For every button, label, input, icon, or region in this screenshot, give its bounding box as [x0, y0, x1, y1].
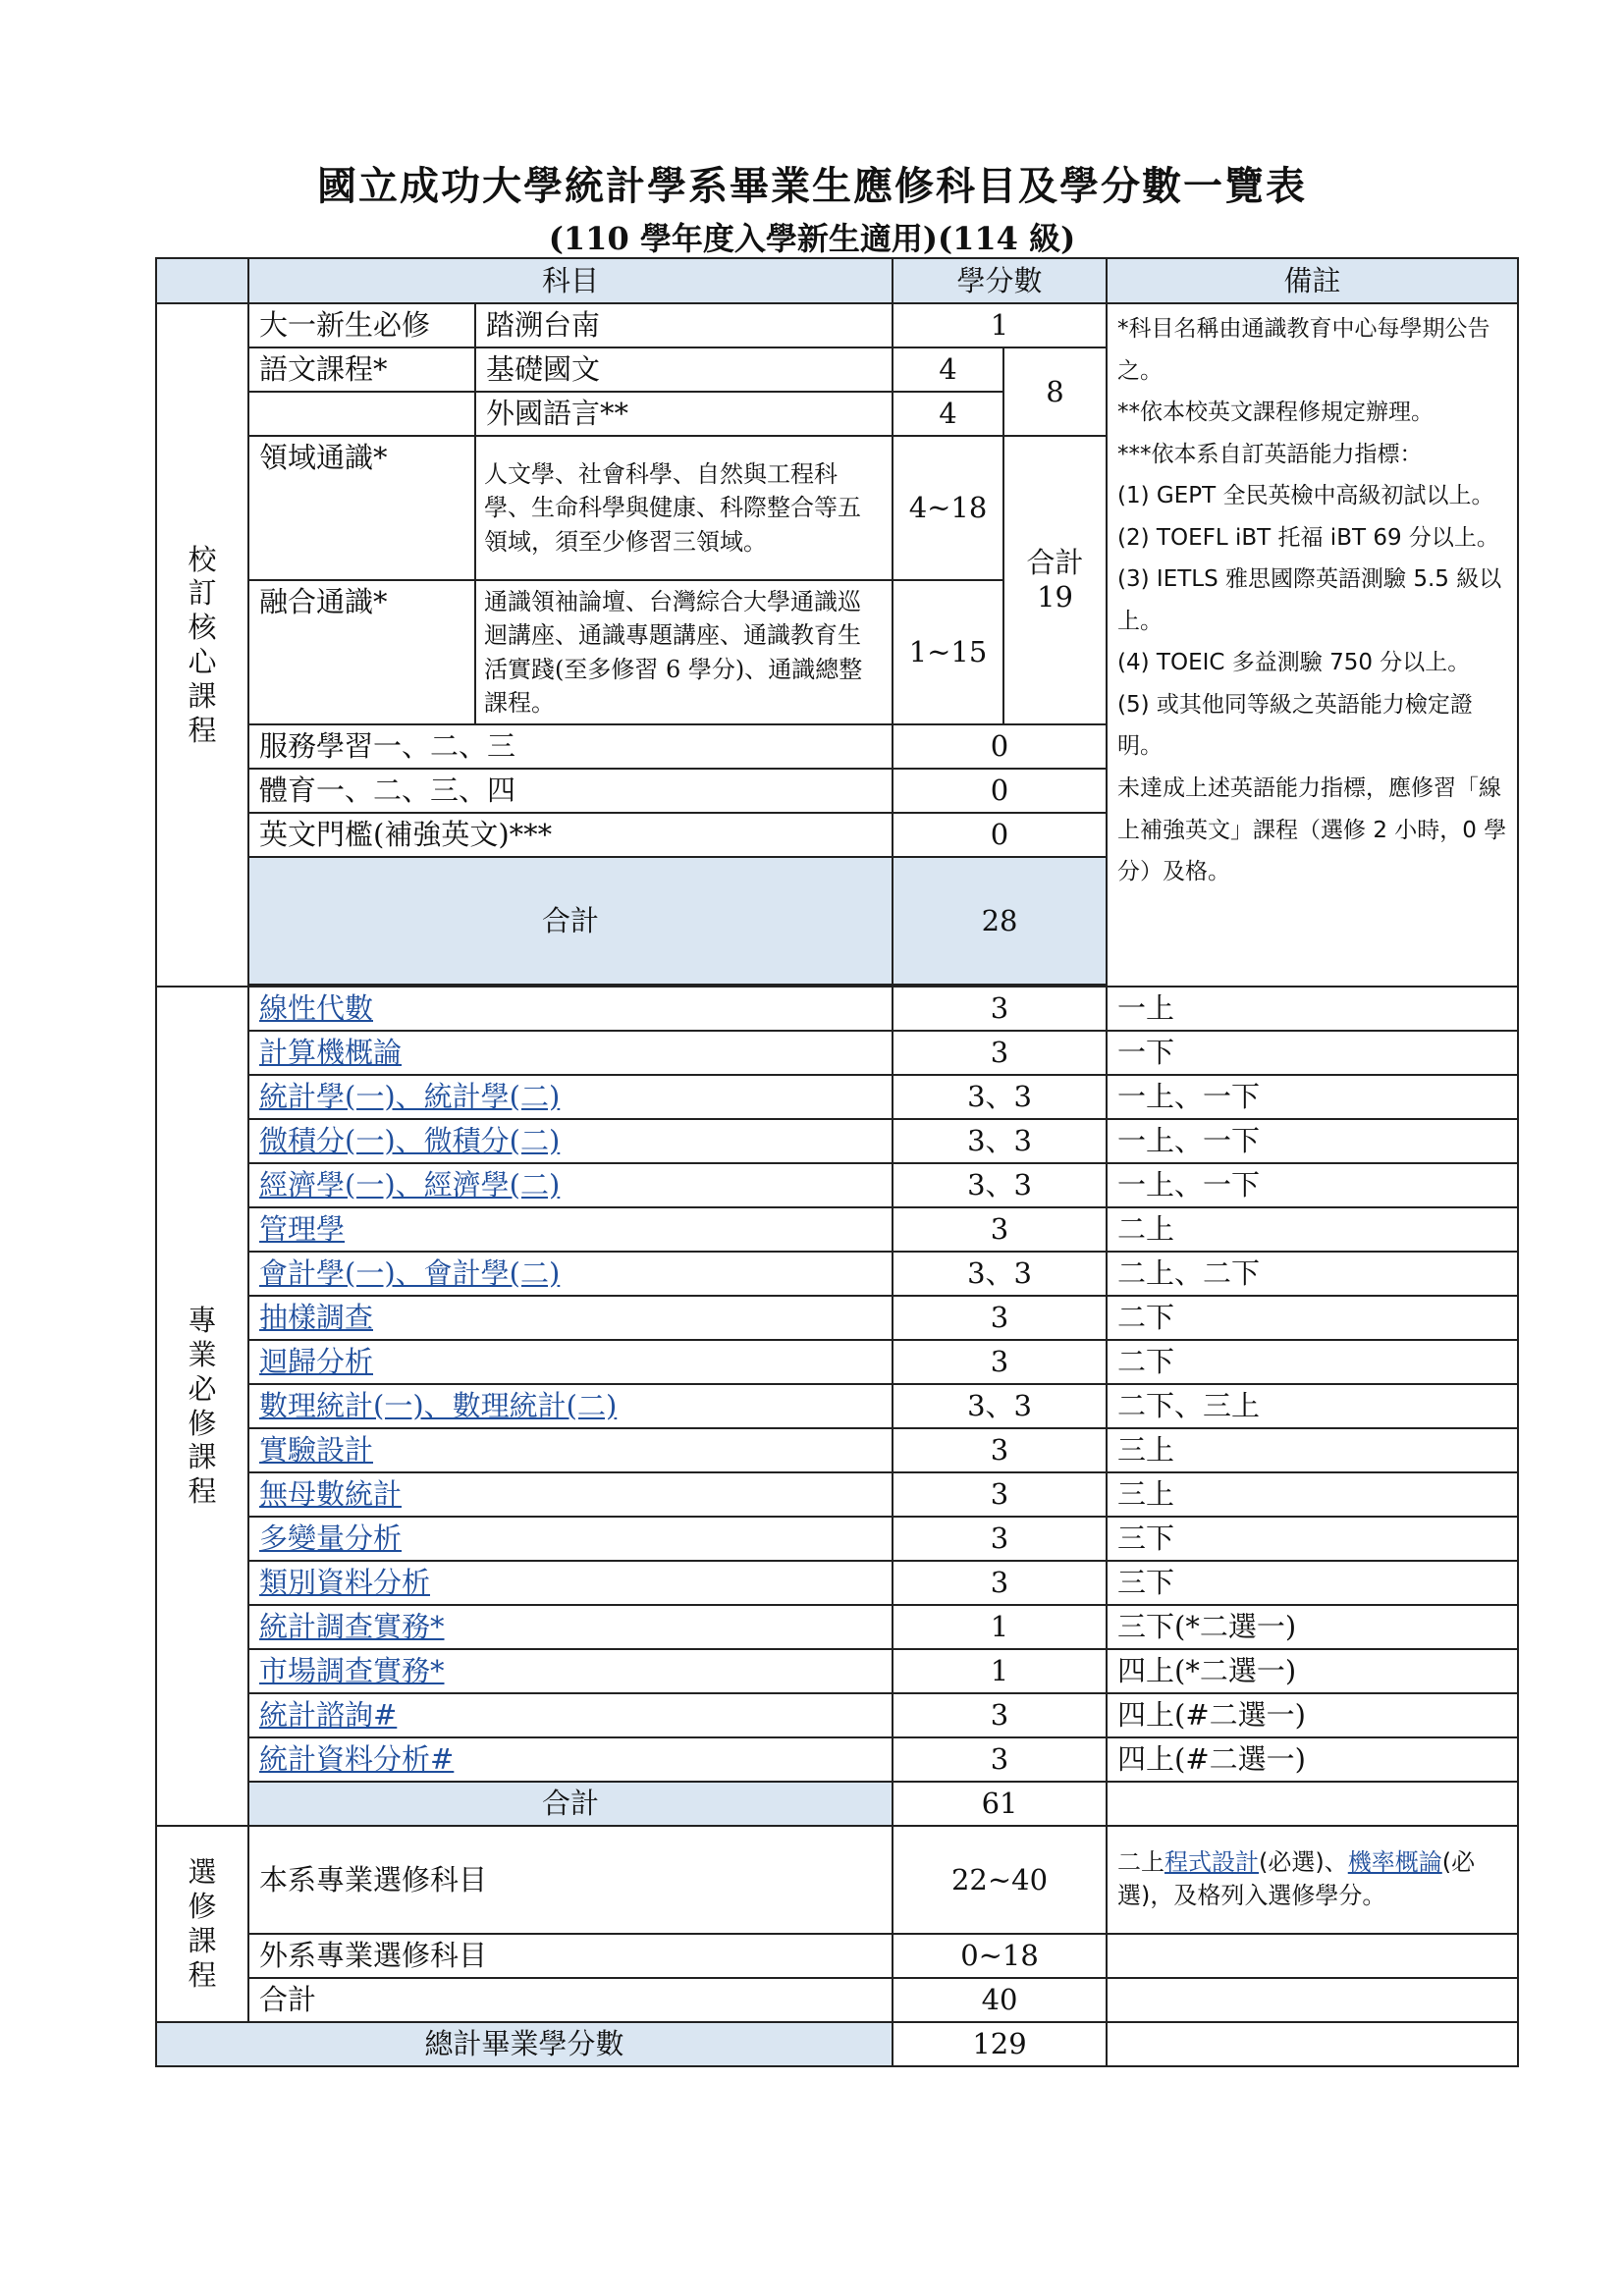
remark-cell: 二上: [1107, 1207, 1518, 1252]
note-9: 未達成上述英語能力指標，應修習「線上補強英文」課程（選修 2 小時，0 學分）及格。: [1117, 775, 1507, 885]
remark-cell: 一上: [1107, 987, 1518, 1031]
remark-cell: 四上(#二選一): [1107, 1693, 1518, 1737]
domain-label: 領域通識*: [248, 436, 475, 580]
table-row: [156, 1384, 1518, 1428]
table-row: [156, 1428, 1518, 1472]
core-section-label: 校 訂 核 心 課 程: [156, 303, 248, 987]
credits-cell: 3、3: [893, 1163, 1107, 1207]
core-total-credits: 28: [893, 857, 1107, 985]
grand-total-label: 總計畢業學分數: [156, 2022, 893, 2066]
credits-cell: 3: [893, 1340, 1107, 1384]
table-row: [156, 1340, 1518, 1384]
remark-cell: 二上、二下: [1107, 1252, 1518, 1296]
table-row: [156, 1693, 1518, 1737]
course-cell: [248, 1517, 893, 1561]
credits-cell: 3、3: [893, 1384, 1107, 1428]
remark-cell: 一上、一下: [1107, 1163, 1518, 1207]
course-link[interactable]: 管理學: [259, 1212, 346, 1247]
service-course: 服務學習一、二、三: [248, 724, 893, 769]
required-total-credits: 61: [893, 1782, 1107, 1826]
freshman-course: 踏溯台南: [475, 303, 893, 347]
pe-course: 體育一、二、三、四: [248, 769, 893, 813]
service-credits: 0: [893, 724, 1107, 769]
dept-elective-credits: 22~40: [893, 1826, 1107, 1934]
domain-desc: 人文學、社會科學、自然與工程科學、生命科學與健康、科際整合等五領域，須至少修習三領域。: [475, 436, 893, 580]
remark-cell: 三下(*二選一): [1107, 1605, 1518, 1649]
dept-elective-remark: [1107, 1826, 1518, 1934]
credits-cell: 3、3: [893, 1119, 1107, 1163]
remark-text-c: (必選)，及格列入選修學分。: [1117, 1848, 1476, 1909]
course-link[interactable]: 計算機概論: [259, 1036, 403, 1070]
remark-cell: 四上(#二選一): [1107, 1737, 1518, 1782]
freshman-credits: 1: [893, 303, 1107, 347]
table-row: [156, 987, 1518, 1031]
remark-cell: 三上: [1107, 1472, 1518, 1517]
grand-total-credits: 129: [893, 2022, 1107, 2066]
required-section: [156, 987, 1518, 1826]
table-row: [156, 1031, 1518, 1075]
core-total-label: 合計: [248, 857, 893, 985]
course-link[interactable]: 市場調查實務*: [259, 1654, 445, 1688]
remark-cell: 三下: [1107, 1561, 1518, 1605]
integrated-desc: 通識領袖論壇、台灣綜合大學通識巡迴講座、通識專題講座、通識教育生活實踐(至多修習 6 學分)、通識總整課程。: [475, 580, 893, 724]
credits-cell: 3: [893, 1737, 1107, 1782]
course-link[interactable]: 微積分(一)、微積分(二): [259, 1124, 561, 1158]
note-6: (3) IETLS 雅思國際英語測驗 5.5 級以上。: [1117, 566, 1502, 634]
course-cell: [248, 1693, 893, 1737]
remark-cell: 三上: [1107, 1428, 1518, 1472]
dept-elective: 本系專業選修科目: [248, 1826, 893, 1934]
header-blank: [156, 258, 248, 303]
table-row: [156, 1737, 1518, 1782]
credits-cell: 3: [893, 1561, 1107, 1605]
course-cell: [248, 1119, 893, 1163]
page-title: 國立成功大學統計學系畢業生應修科目及學分數一覽表: [317, 163, 1307, 209]
table-row: [156, 1517, 1518, 1561]
other-elective-remark: [1107, 1934, 1518, 1978]
course-cell: [248, 1207, 893, 1252]
table-row: [156, 1605, 1518, 1649]
required-total-label: 合計: [248, 1782, 893, 1826]
remark-cell: 二下: [1107, 1340, 1518, 1384]
integrated-credits: 1~15: [893, 580, 1003, 724]
course-cell: [248, 1340, 893, 1384]
note-8: (5) 或其他同等級之英語能力檢定證明。: [1117, 691, 1473, 760]
grand-total-remark: [1107, 2022, 1518, 2066]
english-credits: 0: [893, 813, 1107, 857]
remark-cell: 四上(*二選一): [1107, 1649, 1518, 1693]
credits-cell: 3、3: [893, 1252, 1107, 1296]
curriculum-table: [155, 257, 1519, 2067]
course-cell: [248, 987, 893, 1031]
remark-cell: 一上、一下: [1107, 1119, 1518, 1163]
elective-total-label: 合計: [248, 1978, 893, 2022]
credits-cell: 3: [893, 987, 1107, 1031]
other-elective: 外系專業選修科目: [248, 1934, 893, 1978]
note-3: ***依本系自訂英語能力指標：: [1117, 441, 1423, 467]
foreign-course: 外國語言**: [475, 392, 893, 436]
table-row: [156, 1252, 1518, 1296]
note-1: *科目名稱由通識教育中心每學期公告之。: [1117, 316, 1490, 384]
course-cell: [248, 1472, 893, 1517]
elective-total-credits: 40: [893, 1978, 1107, 2022]
note-4: (1) GEPT 全民英檢中高級初試以上。: [1117, 483, 1494, 509]
english-course: 英文門檻(補強英文)***: [248, 813, 893, 857]
course-cell: [248, 1252, 893, 1296]
general-total: 合計 19: [1003, 436, 1107, 724]
table-row: [156, 1163, 1518, 1207]
integrated-label: 融合通識*: [248, 580, 475, 724]
pe-credits: 0: [893, 769, 1107, 813]
remark-cell: 二下、三上: [1107, 1384, 1518, 1428]
remark-text-b: (必選)、: [1259, 1848, 1348, 1877]
credits-cell: 3: [893, 1428, 1107, 1472]
note-2: **依本校英文課程修規定辦理。: [1117, 400, 1435, 426]
course-cell: [248, 1605, 893, 1649]
table-row: [156, 1561, 1518, 1605]
course-link[interactable]: 線性代數: [259, 991, 374, 1026]
language-label: 語文課程*: [248, 347, 475, 392]
credits-cell: 1: [893, 1649, 1107, 1693]
course-cell: [248, 1296, 893, 1340]
header-credits: 學分數: [893, 258, 1107, 303]
foreign-credits: 4: [893, 392, 1003, 436]
course-link[interactable]: 迴歸分析: [259, 1345, 374, 1379]
course-cell: [248, 1428, 893, 1472]
remark-cell: 一上、一下: [1107, 1075, 1518, 1119]
table-row: [156, 1649, 1518, 1693]
language-total: 8: [1003, 347, 1107, 436]
course-link[interactable]: 實驗設計: [259, 1433, 374, 1468]
programming-link[interactable]: 程式設計: [1164, 1848, 1260, 1877]
remark-cell: 二下: [1107, 1296, 1518, 1340]
credits-cell: 1: [893, 1605, 1107, 1649]
header-remarks: 備註: [1107, 258, 1518, 303]
domain-credits: 4~18: [893, 436, 1003, 580]
credits-cell: 3: [893, 1031, 1107, 1075]
chinese-course: 基礎國文: [475, 347, 893, 392]
required-total-remark: [1107, 1782, 1518, 1826]
table-row: [156, 1207, 1518, 1252]
course-cell: [248, 1561, 893, 1605]
table-row: [156, 1119, 1518, 1163]
probability-link[interactable]: 機率概論: [1347, 1848, 1442, 1877]
remark-cell: 一下: [1107, 1031, 1518, 1075]
course-link[interactable]: 數理統計(一)、數理統計(二): [259, 1389, 618, 1423]
course-link[interactable]: 統計調查實務*: [259, 1610, 445, 1644]
course-link[interactable]: 統計資料分析#: [259, 1742, 455, 1777]
language-blank: [248, 392, 475, 436]
course-cell: [248, 1737, 893, 1782]
course-cell: [248, 1384, 893, 1428]
credits-cell: 3: [893, 1207, 1107, 1252]
core-notes: [1107, 303, 1518, 987]
header-subject: 科目: [248, 258, 893, 303]
note-7: (4) TOEIC 多益測驗 750 分以上。: [1117, 650, 1471, 676]
remark-text-a: 二上: [1117, 1848, 1165, 1877]
course-link[interactable]: 無母數統計: [259, 1477, 403, 1512]
remark-cell: 三下: [1107, 1517, 1518, 1561]
chinese-credits: 4: [893, 347, 1003, 392]
credits-cell: 3: [893, 1693, 1107, 1737]
course-link[interactable]: 統計諮詢#: [259, 1698, 398, 1733]
course-link[interactable]: 會計學(一)、會計學(二): [259, 1256, 561, 1291]
course-link[interactable]: 多變量分析: [259, 1522, 403, 1556]
course-cell: [248, 1031, 893, 1075]
course-link[interactable]: 統計學(一)、統計學(二): [259, 1080, 561, 1114]
elective-section-label: 選 修 課 程: [156, 1826, 248, 2022]
required-section-label: 專 業 必 修 課 程: [156, 987, 248, 1826]
course-link[interactable]: 經濟學(一)、經濟學(二): [259, 1168, 561, 1202]
course-cell: [248, 1649, 893, 1693]
freshman-label: 大一新生必修: [248, 303, 475, 347]
elective-total-remark: [1107, 1978, 1518, 2022]
table-row: [156, 1075, 1518, 1119]
table-row: [156, 1472, 1518, 1517]
credits-cell: 3: [893, 1472, 1107, 1517]
credits-cell: 3、3: [893, 1075, 1107, 1119]
other-elective-credits: 0~18: [893, 1934, 1107, 1978]
course-link[interactable]: 抽樣調查: [259, 1301, 374, 1335]
table-row: [156, 1296, 1518, 1340]
credits-cell: 3: [893, 1517, 1107, 1561]
course-link[interactable]: 類別資料分析: [259, 1566, 431, 1600]
page-subtitle: (110 學年度入學新生適用)(114 級): [548, 220, 1076, 257]
course-cell: [248, 1075, 893, 1119]
note-5: (2) TOEFL iBT 托福 iBT 69 分以上。: [1117, 524, 1499, 551]
credits-cell: 3: [893, 1296, 1107, 1340]
course-cell: [248, 1163, 893, 1207]
